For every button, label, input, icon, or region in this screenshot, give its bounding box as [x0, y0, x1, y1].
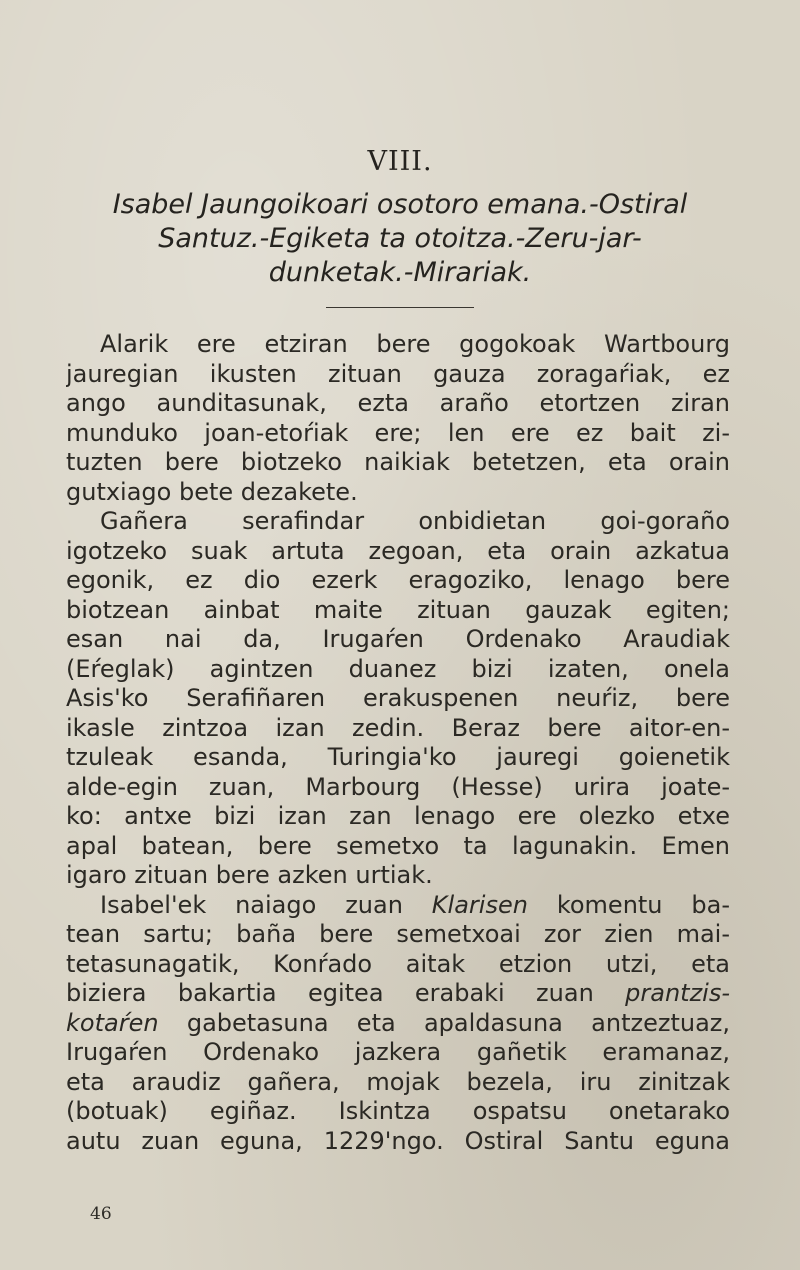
text-line: Irugaŕen Ordenako jazkera gañetik eramanaz,	[66, 1038, 730, 1066]
text-line: eta araudiz gañera, mojak bezela, iru zinitzak	[66, 1067, 730, 1096]
section-divider	[326, 307, 474, 308]
chapter-title-line: Isabel Jaungoikoari osotoro emana.-Ostiral	[112, 189, 688, 220]
text-line: biotzean ainbat maite zituan gauzak egiten;	[66, 595, 730, 624]
body-text	[66, 330, 730, 1156]
italic-term: kotaŕen	[66, 1008, 159, 1037]
text-line: ango aunditasunak, ezta araño etortzen ziran	[66, 389, 730, 417]
text-line: jauregian ikusten zituan gauza zoragaŕiak, ez	[66, 359, 730, 388]
italic-term: Klarisen	[431, 890, 528, 919]
text-line: Asis'ko Serafiñaren erakuspenen neuŕiz, bere	[66, 684, 730, 712]
chapter-title	[70, 188, 730, 290]
text-line: apal batean, bere semetxo ta lagunakin. Emen	[66, 831, 730, 860]
text-line: munduko joan-etoŕiak ere; len ere ez bait zi-	[66, 418, 730, 447]
text-line: Alarik ere etziran bere gogokoak Wartbourg	[100, 330, 730, 358]
text-line: (Eŕeglak) agintzen duanez bizi izaten, onela	[66, 654, 730, 683]
text-line: autu zuan eguna, 1229'ngo. Ostiral Santu eguna	[66, 1126, 730, 1155]
text-line: kotaŕen gabetasuna eta apaldasuna antzeztuaz,	[66, 1008, 730, 1037]
text-line: igotzeko suak artuta zegoan, eta orain azkatua	[66, 536, 730, 565]
text-line: igaro zituan bere azken urtiak.	[66, 861, 433, 889]
text-line: tean sartu; baña bere semetxoai zor zien mai-	[66, 920, 730, 948]
text-line: alde-egin zuan, Marbourg (Hesse) urira joate-	[66, 772, 730, 801]
text-line: (botuak) egiñaz. Iskintza ospatsu onetarako	[66, 1097, 730, 1125]
text-line: tzuleak esanda, Turingia'ko jauregi goienetik	[66, 743, 730, 771]
text-line: Isabel'ek naiago zuan Klarisen komentu ba-	[100, 890, 730, 919]
text-line: gutxiago bete dezakete.	[66, 477, 358, 506]
chapter-title-line: dunketak.-Mirariak.	[268, 257, 532, 288]
text-line: tetasunagatik, Konŕado aitak etzion utzi, eta	[66, 949, 730, 978]
text-line: ikasle zintzoa izan zedin. Beraz bere aitor-en-	[66, 713, 730, 742]
text-line: egonik, ez dio ezerk eragoziko, lenago bere	[66, 566, 730, 594]
text-line: Gañera serafindar onbidietan goi-goraño	[100, 507, 730, 535]
text-line: ko: antxe bizi izan zan lenago ere olezko etxe	[66, 802, 730, 830]
chapter-number: VIII.	[367, 146, 433, 177]
page-number: 46	[90, 1204, 112, 1224]
italic-term: prantzis-	[625, 979, 730, 1007]
text-line: esan nai da, Irugaŕen Ordenako Araudiak	[66, 625, 730, 653]
chapter-title-line: Santuz.-Egiketa ta otoitza.-Zeru-jar-	[158, 223, 642, 254]
text-line: tuzten bere biotzeko naikiak betetzen, eta orain	[66, 448, 730, 476]
text-line: biziera bakartia egitea erabaki zuan prantzis-	[66, 979, 730, 1007]
